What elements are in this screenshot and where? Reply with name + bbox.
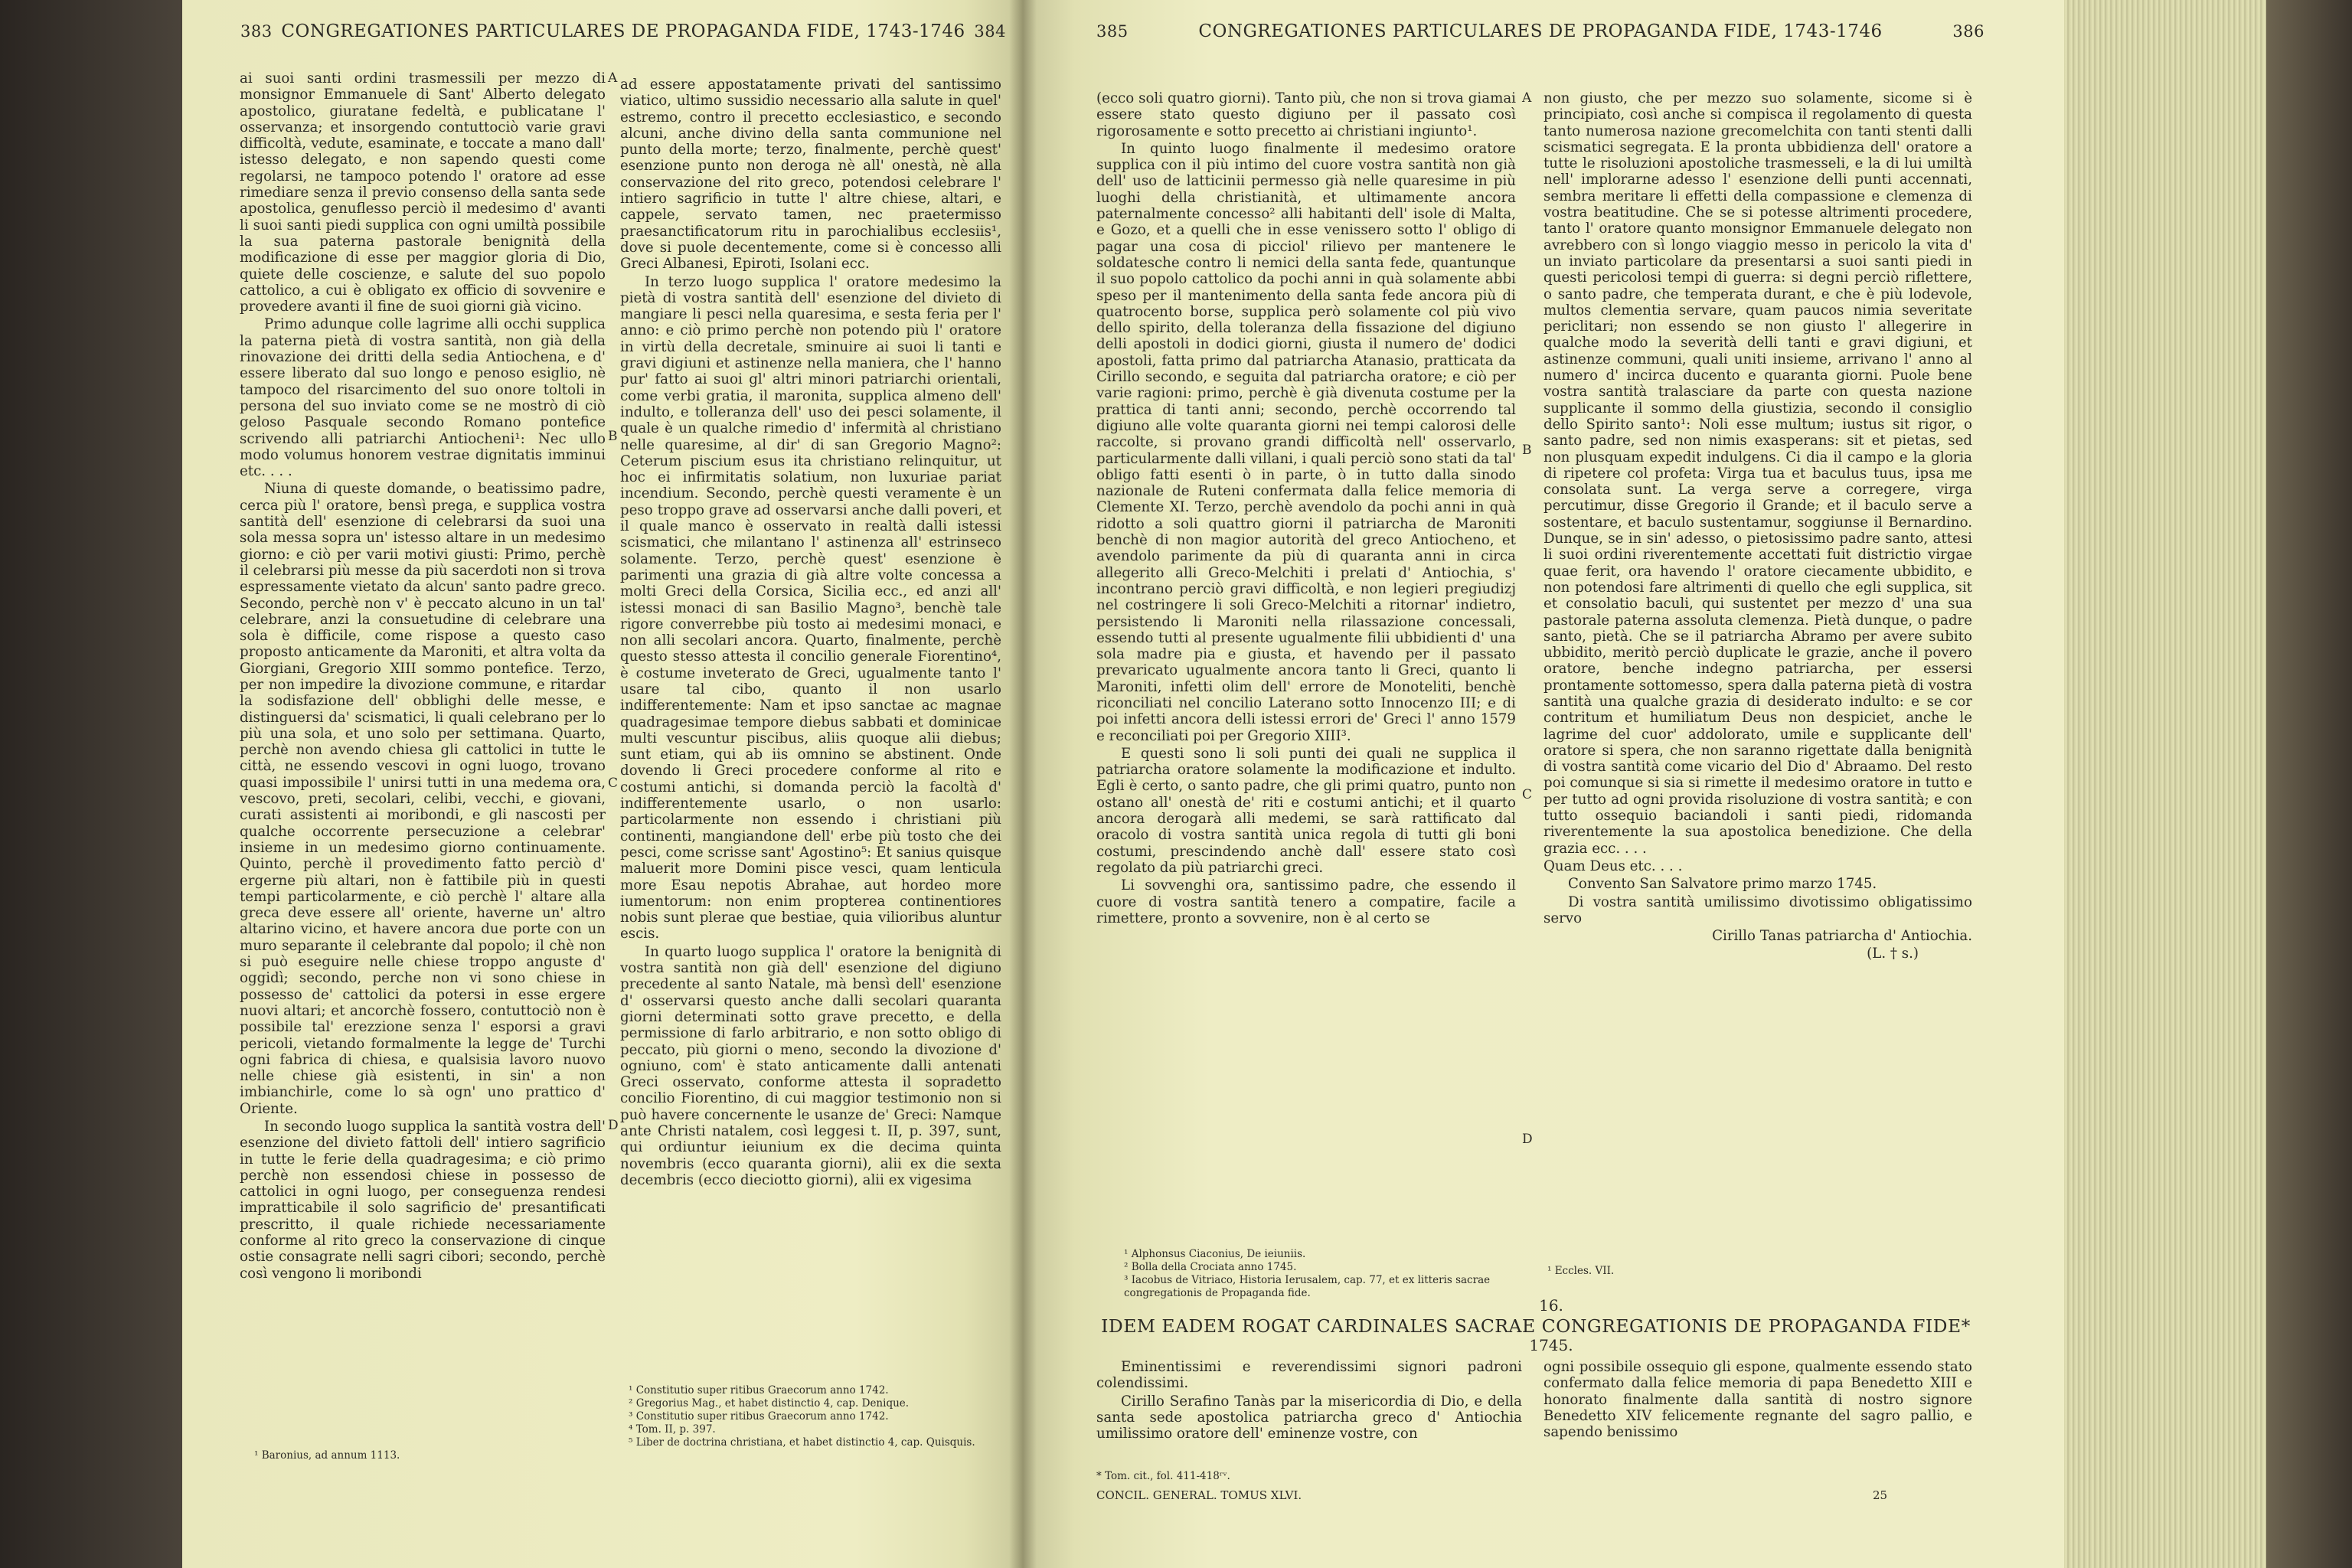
signature-number: 25 (1873, 1488, 1888, 1502)
page-number-385: 385 (1096, 22, 1129, 41)
paragraph: ad essere appostatamente privati del santissimo viatico, ultimo sussidio necessario alla salute in quel' estremo, contro il precetto ecclesiastico, e secondo alcuni, anche divino della santa communione nel punto della morte; terzo, finalmente, perchè quest' esenzione punto non deroga nè all' onestà, nè alla conservazione del rito greco, potendosi celebrare l' intiero sagrificio in tutte l' altre chiese, altari, e cappele, servato tamen, nec praetermisso praesanctificatorum ritu in parochialibus ecclesiis¹, dove si puole decentemente, come si è concesso alli Greci Albanesi, Epiroti, Isolani ecc. (620, 77, 1001, 273)
paragraph: In quarto luogo supplica l' oratore la benignità di vostra santità non già dell' esenzione del digiuno precedente al santo Natale, mà bensì dell' esenzione d' osservarsi questo anche dalli secolari quaranta giorni determinati sotto grave precetto, e della permissione di farlo arbitrario, e non sotto obligo di peccato, più giorni o meno, secondo la divozione d' ogniuno, com' è stato anticamente dalli antenati Greci osservato, conforme attesta il sopradetto concilio Fiorentino, di cui maggior testimonio non si può havere concernente le usanze de' Greci: Namque ante Christi natalem, così leggesi t. II, p. 397, sunt, qui ordiuntur ieiunium ex die decima quinta novembris (ecco quaranta giorni), alii ex die sexta decembris (ecco dieciotto giorni), alii ex vigesima (620, 943, 1001, 1188)
page-number-384: 384 (974, 22, 1006, 41)
running-title-right: CONGREGATIONES PARTICULARES DE PROPAGANDA FIDE, 1743-1746 (1198, 21, 1883, 41)
book-cover-edge (2266, 0, 2352, 1568)
running-title-left: CONGREGATIONES PARTICULARES DE PROPAGANDA FIDE, 1743-1746 (281, 21, 965, 41)
paragraph: ai suoi santi ordini trasmessili per mezzo di monsignor Emmanuele di Sant' Alberto delegato apostolico, giuratane fedeltà, e publicatane l' osservanza; et insorgendo contuttociò varie gravi difficoltà, vedute, esaminate, e toccate a mano dall' istesso delegato, e non sapendo questi come regolarsi, ne tampoco potendo l' oratore ad esse rimediare senza il previo consenso della santa sede apostolica, genuflesso perciò il medesimo d' avanti li suoi santi piedi supplica con ogni umiltà possibile la sua paterna pastorale benignità della modificazione di esse per maggior gloria di Dio, quiete delle coscienze, e salute del suo popolo cattolico, a cui è obligato ex officio di sovvenire e provedere avanti il fine de suoi giorni già vicino. (240, 70, 606, 315)
margin-letter-b: B (1522, 443, 1532, 458)
footnotes-right-1 (1124, 1248, 1522, 1300)
book-gutter (1009, 0, 1037, 1568)
paragraph: Cirillo Serafino Tanàs par la misericordia di Dio, e della santa sede apostolica patriarcha greco d' Antiochia umilissimo oratore dell' eminenze vostre, con (1096, 1393, 1522, 1442)
paragraph: Primo adunque colle lagrime alli occhi supplica la paterna pietà di vostra santità, non già della rinovazione dei dritti della sedia Antiochena, e d' essere liberato dal suo longo e penoso esiglio, nè tampoco del risarcimento del suo onore toltoli in persona del suo inviato come se ne mostrò di ciò geloso Pasquale secondo Romano pontefice scrivendo alli patriarchi Antiocheni¹: Nec ullo modo volumus honorem vestrae dignitatis imminui etc. . . . (240, 316, 606, 480)
footnotes-left-1 (254, 1449, 576, 1462)
margin-letter-c: C (608, 776, 619, 791)
document-number: 16. (1539, 1296, 1563, 1315)
footnote: ⁵ Liber de doctrina christiana, et habet distinctio 4, cap. Quisquis. (629, 1436, 975, 1449)
salutation: Eminentissimi e reverendissimi signori padroni colendissimi. (1096, 1359, 1522, 1392)
date-line: Convento San Salvatore primo marzo 1745. (1568, 876, 1877, 893)
closing-line: Di vostra santità umilissimo divotissimo obligatissimo servo (1544, 893, 1972, 926)
left-shadow (0, 0, 182, 1568)
footnotes-right-2 (1547, 1265, 1777, 1278)
footnote: ³ Constitutio super ritibus Graecorum anno 1742. (629, 1410, 889, 1423)
paragraph: E questi sono li soli punti dei quali ne supplica il patriarcha oratore solamente la modificazione et indulto. Egli è certo, o santo padre, che gli primi quatro, punto non ostano all' onestà de' riti e costumi antichi; et il quarto ancora derogarà alli medemi, se sarà rattificato dal oracolo di vostra santità unica regola di tutti gli boni costumi, prescindendo anchè dall' essere stato così regolato da più patriarchi greci. (1096, 745, 1516, 876)
left-running-head (240, 21, 1006, 41)
margin-letter-b: B (608, 429, 618, 444)
right-column-1 (1096, 90, 1516, 1285)
second-doc-column-1 (1096, 1359, 1522, 1474)
footnote: ¹ Eccles. VII. (1547, 1265, 1615, 1277)
seal-mark: (L. † s.) (1867, 946, 1919, 962)
margin-letter-a: A (608, 70, 618, 86)
footnote: ¹ Baronius, ad annum 1113. (254, 1449, 400, 1462)
left-column-1 (240, 70, 606, 1372)
paragraph: non giusto, che per mezzo suo solamente, sicome si è principiato, così anche si compisca il regolamento di questa tanto numerosa nazione grecomelchita con tanti stenti dalli scismatici segregata. E la pronta ubbidienza dell' oratore a tutte le risoluzioni apostoliche trasmesseli, e la di lui umiltà nell' implorarne adesso l' esenzione delli punti accennati, sembra meritare li effetti della compassione e clemenza di vostra beatitudine. Che se si potesse altrimenti procedere, tanto l' oratore quanto monsignor Emmanuele delegato non avrebbero con sì longo viaggio messo in pericolo la vita d' un inviato particolare da presentarsi a suoi santi piedi in questi pericolosi tempi di guerra: si degni perciò riflettere, o santo padre, che temperata durant, e che è più lodevole, multos clementia servare, quam paucos nimia severitate periclitari; non essendo se non giusto l' allegerire in qualche modo la severità delli tanti e gravi digiuni, et astinenze communi, quali uniti insieme, arrivano l' anno al numero d' incirca ducento e quaranta giorni. Puole bene vostra santità tralasciare da parte con questa nazione supplicante il sommo della giustizia, secondo il consiglio dello Spirito santo¹: Noli esse multum; iustus sit rigor, o santo padre, sed non nimis exasperans: sit et pietas, sed non plusquam expedit indulgens. Ci dia il campo e la gloria di ripetere col profeta: Virga tua et baculus tuus, ipsa me consolata sunt. La verga serve a corregere, virga percutimur, disse Gregorio il Grande; et il baculo serve a sostentare, et baculo sustentamur, soggiunse il Bernardino. Dunque, se in sin' adesso, o pietosissimo padre santo, attesi li suoi ordini riverentemente accettati fuit districtio virgae quae ferit, ora havendo l' oratore ciecamente ubbidito, e non potendosi fare altrimenti di quello che egli supplica, sit et consolatio baculi, qui sustentet per mezzo d' una sua pastorale paterna assoluta clemenza. Pietà dunque, o padre santo, pietà. Che se il patriarcha Abramo per avere subito ubbidito, meritò perciò duplicate le grazie, anche il povero oratore, benche indegno patriarcha, per essersi prontamente sottomesso, spera dalla paterna pietà di vostra santità una qualche grazia di desiderato indulto: e se cor contritum et humiliatum Deus non despiciet, anche le lagrime del cuor' addolorato, umile e supplicante dell' oratore si spera, che non saranno rigettate dalla benignità di vostra santità come vicario del Dio d' Abraamo. Del resto poi comunque si sia si rimette il medesimo oratore in tutto e per tutto ad ogni provida risoluzione di vostra santità; e con tutto ossequio baciandoli i santi piedi, ridomanda riverentemente la sua apostolica benedizione. Che della grazia ecc. . . . (1544, 90, 1972, 857)
footnotes-left-2 (629, 1384, 996, 1449)
footnote: * Tom. cit., fol. 411-418ʳᵛ. (1096, 1470, 1230, 1482)
margin-letter-d: D (608, 1118, 619, 1133)
footnote: ¹ Alphonsus Ciaconius, De ieiuniis. (1124, 1248, 1306, 1260)
document-date: 1745. (1529, 1336, 1573, 1354)
footnote: ² Bolla della Crociata anno 1745. (1124, 1261, 1297, 1273)
margin-letter-d: D (1522, 1132, 1533, 1147)
margin-letter-a: A (1522, 90, 1532, 106)
signature: Cirillo Tanas patriarcha d' Antiochia. (1712, 928, 1972, 945)
paragraph: Li sovvenghi ora, santissimo padre, che essendo il cuore di vostra santità tenero a compatire, facile a rimettere, pronto a sovvenire, non è al certo se (1096, 877, 1516, 926)
footnote: ¹ Constitutio super ritibus Graecorum anno 1742. (629, 1384, 889, 1396)
paragraph: Quam Deus etc. . . . (1544, 858, 1683, 874)
right-column-2 (1544, 90, 1972, 1285)
paragraph: Niuna di queste domande, o beatissimo padre, cerca più l' oratore, bensì prega, e supplica vostra santità dell' esenzione di celebrarsi da suoi una sola messa sopra un' istesso altare in un medesimo giorno: e ciò per varii motivi giusti: Primo, perchè il celebrarsi più messe da più sacerdoti non si trova espressamente vietato da alcun' santo padre greco. Secondo, perchè non v' è peccato alcuno in un tal' celebrare, anzi la consuetudine di celebrare una sola è difficile, come rispose a questo caso proposto anticamente da Maroniti, et altra volta da Giorgiani, Gregorio XIII sommo pontefice. Terzo, per non impedire la divozione commune, e ritardar la sodisfazione dell' obblighi delle messe, e distinguersi da' scismatici, li quali celebrano per lo più una sola, et uno solo per settimana. Quarto, perchè non avendo chiesa gli cattolici in tutte le città, ne essendo vescovi in ogni luogo, trovano quasi impossibile l' unirsi tutti in una medema ora, vescovo, preti, secolari, celibi, vecchi, e giovani, curati assistenti ai moribondi, e gli nascosti per qualche occorrente persecuzione a celebrar' insieme in un medesimo giorno continuamente. Quinto, perchè il provedimento fatto perciò d' ergerne più altari, non è fattibile più in questi tempi particolarmente, e ciò perchè l' altare alla greca deve essere all' oriente, haverne un' altro altarino vicino, et havere ancora due porte con un muro separante il celebrante dal popolo; il chè non si può eseguire nelle chiese troppo anguste d' oggidì; secondo, perche non vi sono chiese in possesso de' cattolici da potersi in esse ergere nuovi altari; et ancorchè fossero, contuttociò non è possibile tal' erezzione senza l' esporsi a gravi pericoli, vietando formalmente la legge de' Turchi ogni fabrica di chiesa, e qualsisia lavoro nuovo nelle chiese già esistenti, in sin' a non imbianchirle, come lo sà ogn' uno prattico d' Oriente. (240, 481, 606, 1117)
left-column-2 (620, 77, 1001, 1355)
signature-line-volume: CONCIL. GENERAL. TOMUS XLVI. (1096, 1488, 1302, 1502)
document-title: IDEM EADEM ROGAT CARDINALES SACRAE CONGREGATIONIS DE PROPAGANDA FIDE* (1101, 1315, 1971, 1337)
paragraph: In terzo luogo supplica l' oratore medesimo la pietà di vostra santità dell' esenzione del divieto di mangiare li pesci nella quaresima, e sesta feria per l' anno: e ciò primo perchè non potendo più l' oratore in virtù della decretale, sminuire ai suoi li tanti e gravi digiuni et astinenze nella maniera, che l' hanno pur' fatto ai suoi gl' altri minori patriarchi orientali, come verbi gratia, il maronita, supplica almeno dell' indulto, e tolleranza dell' uso dei pesci solamente, il quale è un qualche rimedio d' infermità al christiano nelle quaresime, al dir' di san Gregorio Magno²: Ceterum piscium esus ita christiano relinquitur, ut hoc ei infirmitatis solatium, non luxuriae pariat incendium. Secondo, perchè questi veramente è un peso troppo grave ad osservarsi anche dalli poveri, et il quale manco è osservato in realtà dalli istessi scismatici, che milantano l' astinenza all' estrinseco solamente. Terzo, perchè quest' esenzione è parimenti una grazia di già altre volte concessa a molti Greci della Corsica, Sicilia ecc., ed anzi all' istessi monaci di san Basilio Magno³, benchè tale rigore converrebbe più tosto ai medesimi monaci, e non alli secolari ancora. Quarto, finalmente, perchè questo stesso attesta il concilio generale Fiorentino⁴, è costume inveterato de Greci, ugualmente tanto l' usare tal cibo, quanto il non usarlo indifferentemente: Nam et ipso sanctae ac magnae quadragesimae tempore diebus sabbati et dominicae multi vescuntur piscibus, aliis quoque alii diebus; sunt etiam, qui ab iis omnino se abstinent. Onde dovendo li Greci procedere conforme al rito e costumi antichi, si domanda perciò la facoltà d' indifferentemente usarlo, o non usarlo: particolarmente non essendo i christiani più continenti, mangiandone dell' erbe più tosto che dei pesci, come scrisse sant' Agostino⁵: Et sanius quisque maluerit more Domini pisce vesci, quam lenticula more Esau nepotis Abrahae, aut hordeo more iumentorum: non enim propterea continentiores nobis sunt plerae que bestiae, quia vilioribus aluntur escis. (620, 273, 1001, 942)
page-number-383: 383 (240, 22, 273, 41)
footnote-source (1096, 1470, 1494, 1483)
left-page (182, 0, 1023, 1568)
right-running-head (1096, 21, 1984, 41)
paragraph: ogni possibile ossequio gli espone, qualmente essendo stato confermato dalla felice memoria di papa Benedetto XIII e honorato finalmente dalla santità di nostro signore Benedetto XIV felicemente regnante del sagro pallio, e sapendo benissimo (1544, 1359, 1972, 1441)
paragraph: (ecco soli quatro giorni). Tanto più, che non si trova giamai essere stato questo digiuno per il passato così rigorosamente e sotto precetto ai christiani ingiunto¹. (1096, 90, 1516, 139)
footnote: ² Gregorius Mag., et habet distinctio 4, cap. Denique. (629, 1397, 910, 1410)
paragraph: In quinto luogo finalmente il medesimo oratore supplica con il più intimo del cuore vostra santità non già dell' uso de latticinii permesso già nelle quaresime in più luoghi della christianità, et ultimamente ancora paternalmente concesso² alli habitanti dell' isole di Malta, e Gozo, et a quelli che in esse venissero sotto l' obligo di pagar una cosa di picciol' rilievo per mantenere le soldatesche contro li nemici della santa fede, quantunque il suo popolo cattolico da pochi anni in quà solamente abbi speso per il mantenimento della santa fede ancora più di quatrocento borse, supplica però solamente col più vivo dello spirito, della toleranza della fissazione del digiuno delli apostoli in dodici giorni, giusta il numero de' dodici apostoli, fatta primo dal patriarcha Atanasio, pratticata da Cirillo secondo, e seguita dal patriarcha oratore; e ciò per varie ragioni: primo, perchè è già divenuta costume per la prattica di tanti anni; secondo, perchè occorrendo tal digiuno alle volte quaranta giorni nei tempi calorosi delle raccolte, si provano grandi difficoltà nell' osservarlo, particularmente dalli villani, i quali perciò sono stati da tal' obligo fatti esenti ò in parte, ò in tutto dalla sinodo nazionale de Ruteni confermata dalla felice memoria di Clemente XI. Terzo, perchè avendolo da pochi anni in quà ridotto a soli quattro giorni il patriarcha de Maroniti benchè di non magior autorità del greco Antiocheno, et avendolo parimente da più di quaranta anni in circa allegerito alli Greco-Melchiti i prelati d' Antiochia, s' incontrano perciò gravi difficoltà, e non legieri pregiudizj nel costringere li soli Greco-Melchiti a ritornar' indietro, persistendo li Maroniti nella rilassazione concessali, essendo tutti al presente ugualmente filii ubbidienti d' una sola madre pia e giusta, et havendo per il passato prevaricato ugualmente ancora tanto li Greci, quanto li Maroniti, infetti olim dell' errore de Monoteliti, benchè riconciliati nel concilio Laterano sotto Innocenzo III; e di poi infetti ancora delli istessi errori de' Greci l' anno 1579 e reconciliati poi per Gregorio XIII³. (1096, 140, 1516, 744)
footnote: ⁴ Tom. II, p. 397. (629, 1423, 716, 1436)
margin-letter-c: C (1522, 787, 1533, 802)
right-page (1023, 0, 2064, 1568)
page-number-386: 386 (1952, 22, 1984, 41)
footnote: ³ Iacobus de Vitriaco, Historia Ierusalem, cap. 77, et ex litteris sacrae congregationis de Propaganda fide. (1124, 1274, 1491, 1299)
paragraph: In secondo luogo supplica la santità vostra dell' esenzione del divieto fattoli dell' intiero sagrificio in tutte le ferie della quadragesima; e ciò primo perchè non essendosi chiese in possesso de cattolici in ogni luogo, per conseguenza rendesi impratticabile il solo sagrificio de' presantificati prescritto, il quale richiede necessariamente conforme al rito greco la conservazione di cinque ostie consagrate nelli sagri cibori; secondo, perchè così vengono li moribondi (240, 1119, 606, 1282)
second-doc-column-2 (1544, 1359, 1972, 1474)
page-stack-edge (2064, 0, 2266, 1568)
